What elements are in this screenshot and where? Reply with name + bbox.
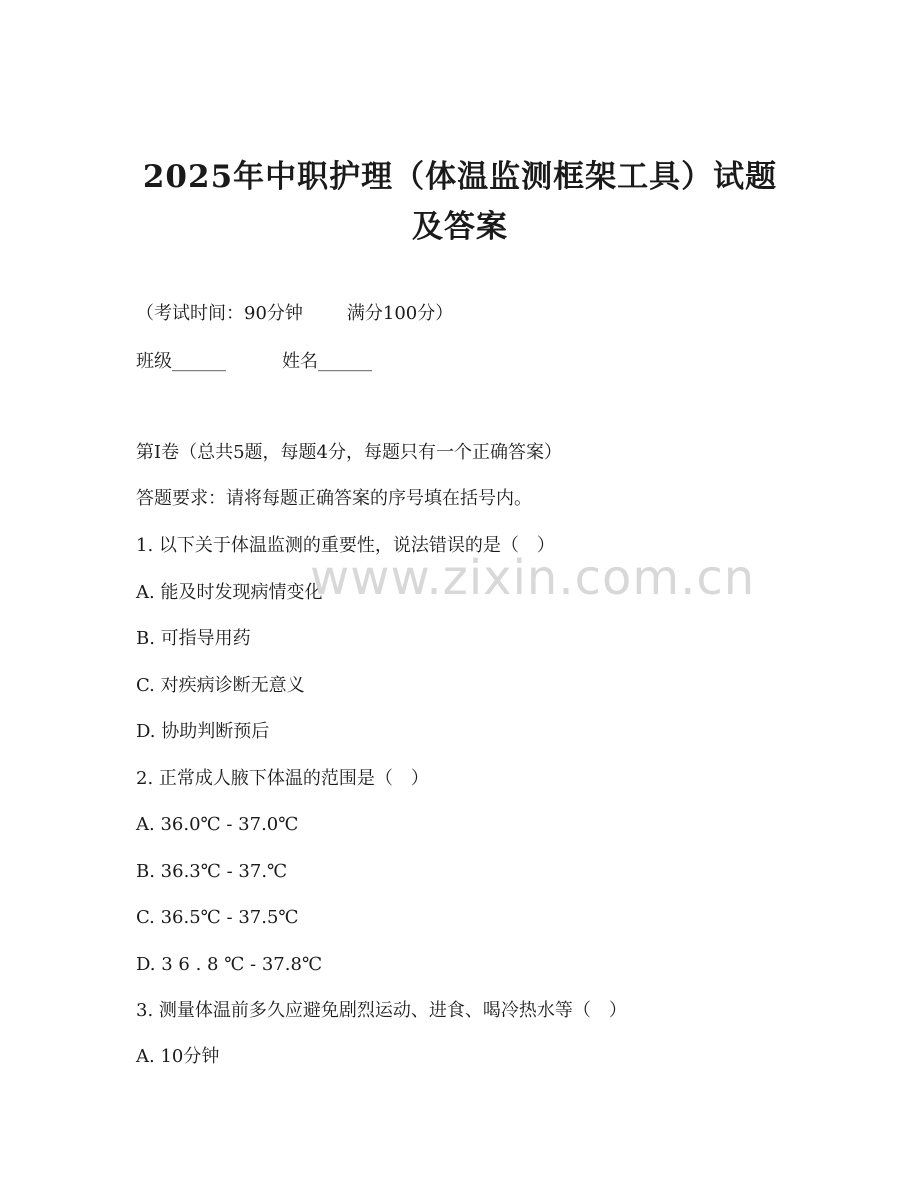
document-title-line-2: 及答案 (412, 209, 508, 245)
name-field: 姓名______ (282, 351, 372, 372)
class-field: 班级______ (136, 351, 226, 372)
exam-time: （考试时间：90分钟 (136, 303, 303, 324)
question-2-option-c: C. 36.5℃ - 37.5℃ (136, 907, 299, 928)
question-1-option-a: A. 能及时发现病情变化 (136, 582, 323, 603)
exam-total-score: 满分100分） (346, 303, 454, 324)
answer-instructions: 答题要求：请将每题正确答案的序号填在括号内。 (136, 488, 532, 509)
question-2-option-a: A. 36.0℃ - 37.0℃ (136, 814, 299, 835)
question-1-option-d: D. 协助判断预后 (136, 721, 270, 742)
question-2-stem: 2. 正常成人腋下体温的范围是（ ） (136, 768, 429, 789)
question-3-option-a: A. 10分钟 (136, 1046, 220, 1067)
question-1-option-c: C. 对疾病诊断无意义 (136, 675, 305, 696)
question-2-option-d: D. 3 6 . 8 ℃ - 37.8℃ (136, 954, 323, 975)
question-2-option-b: B. 36.3℃ - 37.℃ (136, 861, 288, 882)
document-title-line-1: 2025年中职护理（体温监测框架工具）试题 (142, 159, 778, 195)
exam-info (136, 305, 453, 323)
question-1-stem: 1. 以下关于体温监测的重要性，说法错误的是（ ） (136, 535, 555, 556)
question-1-option-b: B. 可指导用药 (136, 628, 251, 649)
question-3-stem: 3. 测量体温前多久应避免剧烈运动、进食、喝冷热水等（ ） (136, 1000, 627, 1021)
student-fields (136, 353, 372, 371)
section-heading: 第I卷（总共5题，每题4分，每题只有一个正确答案） (136, 442, 563, 463)
watermark-text: www.zixin.com.cn (310, 550, 756, 606)
